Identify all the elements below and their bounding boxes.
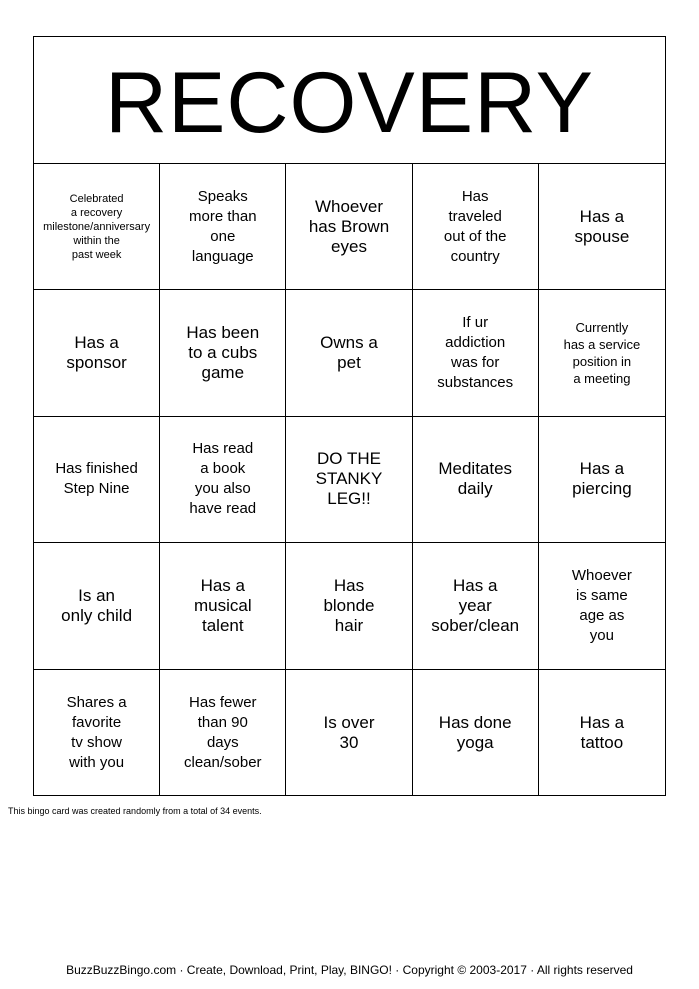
bingo-cell: Currently has a service position in a meeting xyxy=(539,290,665,416)
bingo-grid xyxy=(34,164,665,796)
bingo-cell: If ur addiction was for substances xyxy=(413,290,539,416)
page-footer: BuzzBuzzBingo.com · Create, Download, Print, Play, BINGO! · Copyright © 2003-2017 · All rights reserved xyxy=(66,963,633,977)
bingo-cell: Has blonde hair xyxy=(286,543,412,669)
bingo-cell: Has a spouse xyxy=(539,164,665,290)
bingo-cell: Has been to a cubs game xyxy=(160,290,286,416)
bingo-cell: Meditates daily xyxy=(413,417,539,543)
card-note: This bingo card was created randomly from a total of 34 events. xyxy=(8,806,262,816)
bingo-cell: Has done yoga xyxy=(413,670,539,796)
bingo-cell: Celebrated a recovery milestone/anniversary within the past week xyxy=(34,164,160,290)
bingo-cell: Has a tattoo xyxy=(579,712,625,752)
bingo-cell: Has fewer than 90 days clean/sober xyxy=(160,670,286,796)
bingo-cell: Has read a book you also have read xyxy=(160,417,286,543)
bingo-cell: Has finished Step Nine xyxy=(34,417,160,543)
bingo-cell: Shares a favorite tv show with you xyxy=(34,670,160,796)
bingo-cell: Has a year sober/clean xyxy=(413,543,539,669)
bingo-cell: Owns a pet xyxy=(286,290,412,416)
bingo-cell: Whoever has Brown eyes xyxy=(286,164,412,290)
card-title: RECOVERY xyxy=(104,55,595,151)
bingo-cell: Speaks more than one language xyxy=(160,164,286,290)
bingo-cell: Is over 30 xyxy=(286,670,412,796)
bingo-cell-free: DO THE STANKY LEG!! xyxy=(286,417,412,543)
bingo-cell: Whoever is same age as you xyxy=(539,543,665,669)
title-row xyxy=(34,37,665,164)
bingo-cell: Has a musical talent xyxy=(160,543,286,669)
bingo-cell: Has a piercing xyxy=(539,417,665,543)
bingo-cell: Is an only child xyxy=(34,543,160,669)
bingo-card xyxy=(33,36,666,796)
bingo-cell: Has a sponsor xyxy=(34,290,160,416)
bingo-cell: Has traveled out of the country xyxy=(413,164,539,290)
